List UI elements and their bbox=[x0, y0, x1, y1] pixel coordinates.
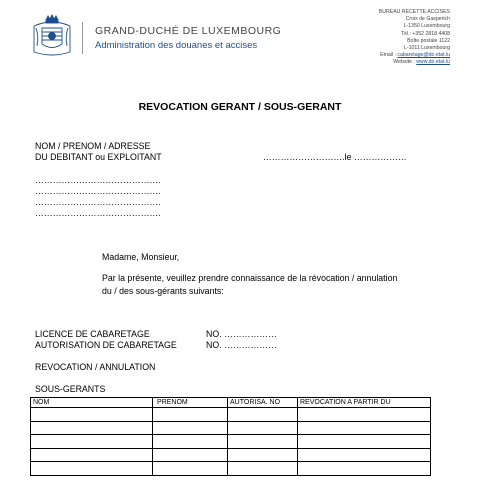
table-row bbox=[31, 435, 431, 449]
column-header-prenom: PRENOM bbox=[153, 398, 228, 408]
org-department: Administration des douanes et accises bbox=[95, 40, 258, 51]
table-row bbox=[31, 462, 431, 476]
address-line: Croix de Gasperich bbox=[405, 16, 450, 23]
sous-gerants-table bbox=[30, 397, 431, 476]
coat-of-arms-logo bbox=[30, 14, 74, 60]
debtor-address-line[interactable]: ……………………………………. bbox=[35, 175, 161, 185]
address-line: L-1011 Luxembourg bbox=[403, 45, 450, 52]
debtor-address-line[interactable]: ……………………………………. bbox=[35, 208, 161, 218]
place-date-field[interactable]: ……………………….le ……………… bbox=[263, 152, 407, 162]
column-header-nom: NOM bbox=[31, 398, 153, 408]
salutation: Madame, Monsieur, bbox=[102, 252, 180, 262]
cell-prenom[interactable] bbox=[153, 462, 228, 476]
document-title: REVOCATION GERANT / SOUS-GERANT bbox=[138, 101, 342, 113]
table-header-row bbox=[31, 398, 431, 408]
email-label: Email : bbox=[380, 52, 398, 59]
address-line: BUREAU RECETTE ACCISES bbox=[378, 9, 450, 15]
cell-autorisation[interactable] bbox=[228, 421, 298, 435]
sous-gerants-label: SOUS-GERANTS bbox=[35, 384, 106, 394]
column-header-revocation-date: REVOCATION A PARTIR DU bbox=[298, 398, 431, 408]
cell-revocation-date[interactable] bbox=[298, 462, 431, 476]
table-row bbox=[31, 448, 431, 462]
debtor-label-line2: DU DEBITANT ou EXPLOITANT bbox=[35, 152, 162, 162]
cell-nom[interactable] bbox=[31, 408, 153, 422]
cell-prenom[interactable] bbox=[153, 448, 228, 462]
cell-prenom[interactable] bbox=[153, 408, 228, 422]
licence-label: LICENCE DE CABARETAGE bbox=[35, 329, 150, 339]
address-line: L-1350 Luxembourg bbox=[403, 23, 450, 30]
cell-prenom[interactable] bbox=[153, 435, 228, 449]
cell-revocation-date[interactable] bbox=[298, 435, 431, 449]
cell-autorisation[interactable] bbox=[228, 448, 298, 462]
debtor-address-line[interactable]: ……………………………………. bbox=[35, 186, 161, 196]
cell-nom[interactable] bbox=[31, 435, 153, 449]
address-line: Boîte postale 1122 bbox=[407, 37, 450, 44]
website-line bbox=[379, 59, 450, 66]
address-block bbox=[379, 9, 450, 67]
cell-revocation-date[interactable] bbox=[298, 408, 431, 422]
email-line bbox=[379, 52, 450, 59]
column-header-autorisation: AUTORISA. NO bbox=[228, 398, 298, 408]
cell-autorisation[interactable] bbox=[228, 435, 298, 449]
header-divider bbox=[82, 22, 83, 54]
cell-nom[interactable] bbox=[31, 448, 153, 462]
licence-number-field[interactable]: NO. ……………… bbox=[206, 329, 277, 339]
cell-revocation-date[interactable] bbox=[298, 448, 431, 462]
revocation-label: REVOCATION / ANNULATION bbox=[35, 362, 156, 372]
cell-revocation-date[interactable] bbox=[298, 421, 431, 435]
letter-body-line2: du / des sous-gérants suivants: bbox=[102, 286, 224, 296]
address-line: Tél.: +352 2818 4408 bbox=[400, 30, 450, 37]
authorisation-number-field[interactable]: NO. ……………… bbox=[206, 340, 277, 350]
letter-body-line1: Par la présente, veuillez prendre connaissance de la révocation / annulation bbox=[102, 273, 398, 283]
website-link[interactable]: www.do.etat.lu bbox=[416, 59, 450, 66]
cell-nom[interactable] bbox=[31, 421, 153, 435]
cell-autorisation[interactable] bbox=[228, 462, 298, 476]
debtor-address-line[interactable]: ……………………………………. bbox=[35, 197, 161, 207]
cell-prenom[interactable] bbox=[153, 421, 228, 435]
table-row bbox=[31, 421, 431, 435]
email-link[interactable]: cabaretage@do.etat.lu bbox=[397, 52, 450, 59]
authorisation-label: AUTORISATION DE CABARETAGE bbox=[35, 340, 177, 350]
org-name: GRAND-DUCHÉ DE LUXEMBOURG bbox=[95, 25, 282, 37]
debtor-label-line1: NOM / PRENOM / ADRESSE bbox=[35, 141, 151, 151]
cell-autorisation[interactable] bbox=[228, 408, 298, 422]
cell-nom[interactable] bbox=[31, 462, 153, 476]
website-label: Website : bbox=[393, 59, 417, 66]
table-row bbox=[31, 408, 431, 422]
